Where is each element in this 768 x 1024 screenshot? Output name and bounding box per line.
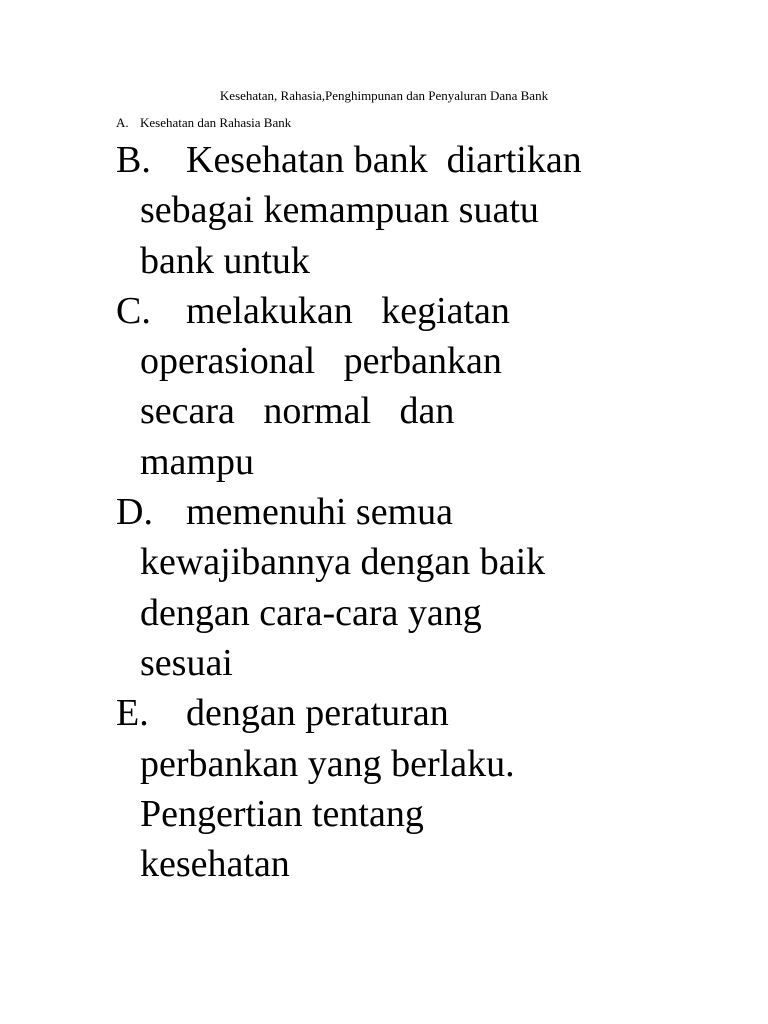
list-marker-e: E.	[116, 692, 149, 735]
list-item-a-text: Kesehatan dan Rahasia Bank	[140, 115, 292, 130]
list-item-e-line-1: dengan peraturan	[186, 692, 449, 735]
list-item-e-line-3: Pengertian tentang	[140, 792, 424, 835]
list-item-d-line-1: memenuhi semua	[186, 491, 453, 534]
list-item-d-line-4: sesuai	[140, 641, 233, 684]
list-item-d	[116, 487, 736, 688]
list-item-c-line-1: melakukan kegiatan	[186, 289, 510, 332]
list-item-c-line-2: operasional perbankan	[140, 340, 502, 383]
list-item-b	[116, 135, 736, 286]
document-title: Kesehatan, Rahasia,Penghimpunan dan Penyaluran Dana Bank	[219, 88, 549, 103]
list-marker-c: C.	[116, 289, 151, 332]
list-item-c	[116, 286, 736, 487]
list-item-c-line-4: mampu	[140, 440, 254, 483]
list-marker-d: D.	[116, 491, 153, 534]
large-text-list	[116, 135, 736, 889]
list-item-e-line-2: perbankan yang berlaku.	[140, 742, 515, 785]
list-item-c-line-3: secara normal dan	[140, 390, 455, 433]
list-item-b-line-1: Kesehatan bank diartikan	[186, 139, 582, 181]
list-item-a	[116, 115, 291, 131]
list-marker-a: A.	[116, 115, 129, 130]
list-marker-b: B.	[116, 139, 151, 181]
list-item-e-line-4: kesehatan	[140, 843, 290, 886]
list-item-b-line-2: sebagai kemampuan suatu	[140, 189, 539, 232]
list-item-d-line-3: dengan cara-cara yang	[140, 591, 482, 634]
list-item-d-line-2: kewajibannya dengan baik	[140, 541, 546, 584]
list-item-e	[116, 688, 736, 889]
list-item-b-line-3: bank untuk	[140, 239, 310, 282]
